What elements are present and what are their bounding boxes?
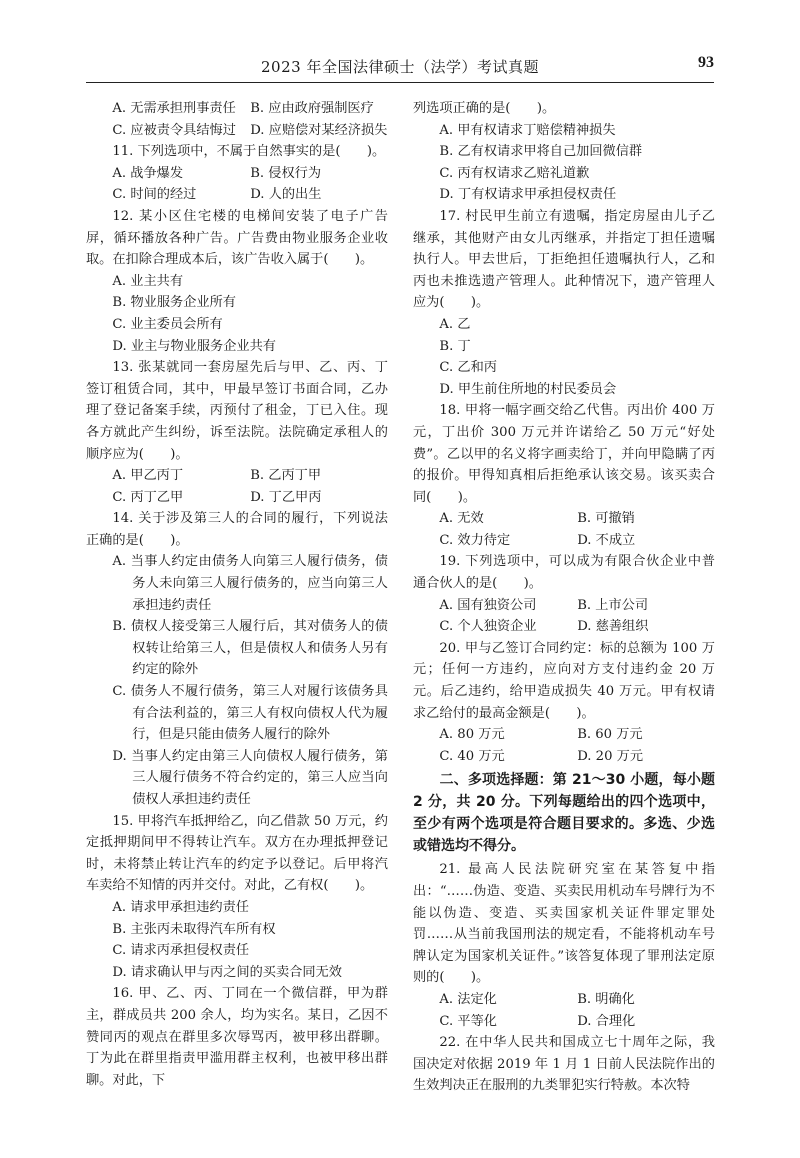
option-row xyxy=(86,163,388,185)
option-row xyxy=(413,530,715,552)
q15-option-a: A. 请求甲承担违约责任 xyxy=(112,899,249,915)
q14-option-a: A. 当事人约定由债务人向第三人履行债务，债务人未向第三人履行债务的，应当向第三人承担违约责任 xyxy=(112,554,388,613)
q18-option-a: A. 无效 xyxy=(439,511,484,527)
option-row xyxy=(413,1011,715,1033)
header-title: 2023 年全国法律硕士（法学）考试真题 xyxy=(261,58,539,76)
option-row xyxy=(413,595,715,617)
q11-option-c: C. 时间的经过 xyxy=(112,187,197,203)
option-row xyxy=(86,120,388,142)
q12-stem: 12. 某小区住宅楼的电梯间安装了电子广告屏，循环播放各种广告。广告费由物业服务企业收取。在扣除合理成本后，该广告收入属于( )。 xyxy=(86,208,388,268)
left-column xyxy=(86,98,388,1091)
q13-option-d: D. 丁乙甲丙 xyxy=(250,489,322,505)
q16-stem-continued: 列选项正确的是( )。 xyxy=(413,101,556,116)
q11-option-b: B. 侵权行为 xyxy=(250,165,322,181)
running-header xyxy=(86,52,714,83)
q18-option-c: C. 效力待定 xyxy=(439,532,511,548)
q18-option-d: D. 不成立 xyxy=(577,532,636,548)
q21-option-b: B. 明确化 xyxy=(577,991,635,1007)
q17-option-d: D. 甲生前住所地的村民委员会 xyxy=(439,381,617,397)
q15-option-d: D. 请求确认甲与丙之间的买卖合同无效 xyxy=(112,964,342,980)
option-row xyxy=(413,508,715,530)
q14-option-d: D. 当事人约定由第三人向债权人履行债务，第三人履行债务不符合约定的，第三人应当向债权人承担违约责任 xyxy=(112,748,388,807)
q19-option-c: C. 个人独资企业 xyxy=(439,619,537,635)
q19-option-a: A. 国有独资公司 xyxy=(439,597,537,613)
q15-option-c: C. 请求丙承担侵权责任 xyxy=(112,943,250,959)
q11-option-a: A. 战争爆发 xyxy=(112,165,184,181)
q21-option-d: D. 合理化 xyxy=(577,1013,636,1029)
option-row xyxy=(413,989,715,1011)
option-row xyxy=(86,465,388,487)
q10-option-b: B. 应由政府强制医疗 xyxy=(250,101,374,116)
q20-option-b: B. 60 万元 xyxy=(577,727,643,743)
q15-stem: 15. 甲将汽车抵押给乙，向乙借款 50 万元，约定抵押期间甲不得转让汽车。双方在办理抵押登记时，未将禁止转让汽车的约定予以登记。后甲将汽车卖给不知情的丙并交付。对此，乙有权( )。 xyxy=(86,813,388,894)
q11-option-d: D. 人的出生 xyxy=(250,187,322,203)
option-row xyxy=(86,184,388,206)
option-row xyxy=(413,616,715,638)
q16-option-d: D. 丁有权请求甲承担侵权责任 xyxy=(439,187,617,203)
q21-option-a: A. 法定化 xyxy=(439,991,497,1007)
q14-option-c: C. 债务人不履行债务，第三人对履行该债务具有合法利益的，第三人有权向债权人代为履行，但是只能由债务人履行的除外 xyxy=(112,684,388,743)
q20-option-c: C. 40 万元 xyxy=(439,748,505,764)
q12-option-b: B. 物业服务企业所有 xyxy=(112,295,236,311)
q16-stem: 16. 甲、乙、丙、丁同在一个微信群，甲为群主，群成员共 200 余人，均为实名。某日，乙因不赞同丙的观点在群里多次辱骂丙，被甲移出群聊。丁为此在群里指责甲滥用群主权利，也被甲移出群聊。对此，下 xyxy=(86,986,388,1088)
q18-stem: 18. 甲将一幅字画交给乙代售。丙出价 400 万元，丁出价 300 万元并许诺给乙 50 万元“好处费”。乙以甲的名义将字画卖给丁，并向甲隐瞒了丙的报价。甲得知真相后拒绝承认该交易。该买卖合同( )。 xyxy=(413,403,715,505)
q10-option-c: C. 应被责令具结悔过 xyxy=(112,122,236,138)
q22-stem: 22. 在中华人民共和国成立七十周年之际，我国决定对依据 2019 年 1 月 1 日前人民法院作出的生效判决正在服刑的九类罪犯实行特赦。本次特 xyxy=(413,1035,715,1094)
q18-option-b: B. 可撤销 xyxy=(577,511,635,527)
q14-option-b: B. 债权人接受第三人履行后，其对债务人的债权转让给第三人，但是债权人和债务人另有约定的除外 xyxy=(112,619,388,678)
q17-stem: 17. 村民甲生前立有遗嘱，指定房屋由儿子乙继承，其他财产由女儿丙继承，并指定丁担任遗嘱执行人。甲去世后，丁拒绝担任遗嘱执行人，乙和丙也未推选遗产管理人。此种情况下，遗产管理人应为( )。 xyxy=(413,208,715,311)
q21-stem: 21. 最高人民法院研究室在某答复中指出：“……伪造、变造、买卖民用机动车号牌行为不能以伪造、变造、买卖国家机关证件罪定罪处罚……从当前我国刑法的规定看，不能将机动车号牌认定为国家机关证件。”该答复体现了罪刑法定原则的( )。 xyxy=(413,862,715,986)
option-row xyxy=(86,98,388,120)
q17-option-c: C. 乙和丙 xyxy=(439,360,497,376)
q16-option-c: C. 丙有权请求乙赔礼道歉 xyxy=(439,165,590,181)
q10-option-d: D. 应赔偿对某经济损失 xyxy=(250,122,388,138)
section-heading: 二、多项选择题：第 21～30 小题，每小题 2 分，共 20 分。下列每题给出的四个选项中，至少有两个选项是符合题目要求的。多选、少选或错选均不得分。 xyxy=(413,772,715,855)
q12-option-c: C. 业主委员会所有 xyxy=(112,316,223,332)
q19-option-b: B. 上市公司 xyxy=(577,597,649,613)
q14-stem: 14. 关于涉及第三人的合同的履行，下列说法正确的是( )。 xyxy=(86,511,388,548)
q13-option-b: B. 乙丙丁甲 xyxy=(250,468,322,484)
q15-option-b: B. 主张丙未取得汽车所有权 xyxy=(112,921,276,937)
option-row xyxy=(413,746,715,768)
q20-stem: 20. 甲与乙签订合同约定：标的总额为 100 万元；任何一方违约，应向对方支付违约金 20 万元。后乙违约，给甲造成损失 40 万元。甲有权请求乙给付的最高金额是( )。 xyxy=(413,640,715,721)
q13-option-c: C. 丙丁乙甲 xyxy=(112,489,184,505)
q20-option-d: D. 20 万元 xyxy=(577,748,644,764)
q20-option-a: A. 80 万元 xyxy=(439,727,505,743)
right-column xyxy=(413,98,715,1097)
q11-stem: 11. 下列选项中，不属于自然事实的是( )。 xyxy=(112,144,386,160)
q16-option-b: B. 乙有权请求甲将自己加回微信群 xyxy=(439,144,643,160)
q19-option-d: D. 慈善组织 xyxy=(577,619,649,635)
q13-stem: 13. 张某就同一套房屋先后与甲、乙、丙、丁签订租赁合同，其中，甲最早签订书面合同，乙办理了登记备案手续，丙预付了租金，丁已入住。现各方就此产生纠纷，诉至法院。法院确定承租人的顺序应为( )。 xyxy=(86,360,388,462)
option-row xyxy=(413,724,715,746)
q17-option-a: A. 乙 xyxy=(439,316,471,332)
option-row xyxy=(86,487,388,509)
q12-option-d: D. 业主与物业服务企业共有 xyxy=(112,338,276,354)
q10-option-a: A. 无需承担刑事责任 xyxy=(112,101,236,116)
q12-option-a: A. 业主共有 xyxy=(112,273,184,289)
q16-option-a: A. 甲有权请求丁赔偿精神损失 xyxy=(439,122,616,138)
q13-option-a: A. 甲乙丙丁 xyxy=(112,468,184,484)
page-number: 93 xyxy=(698,54,714,71)
q17-option-b: B. 丁 xyxy=(439,338,471,354)
q19-stem: 19. 下列选项中，可以成为有限合伙企业中普通合伙人的是( )。 xyxy=(413,554,715,592)
q21-option-c: C. 平等化 xyxy=(439,1013,497,1029)
